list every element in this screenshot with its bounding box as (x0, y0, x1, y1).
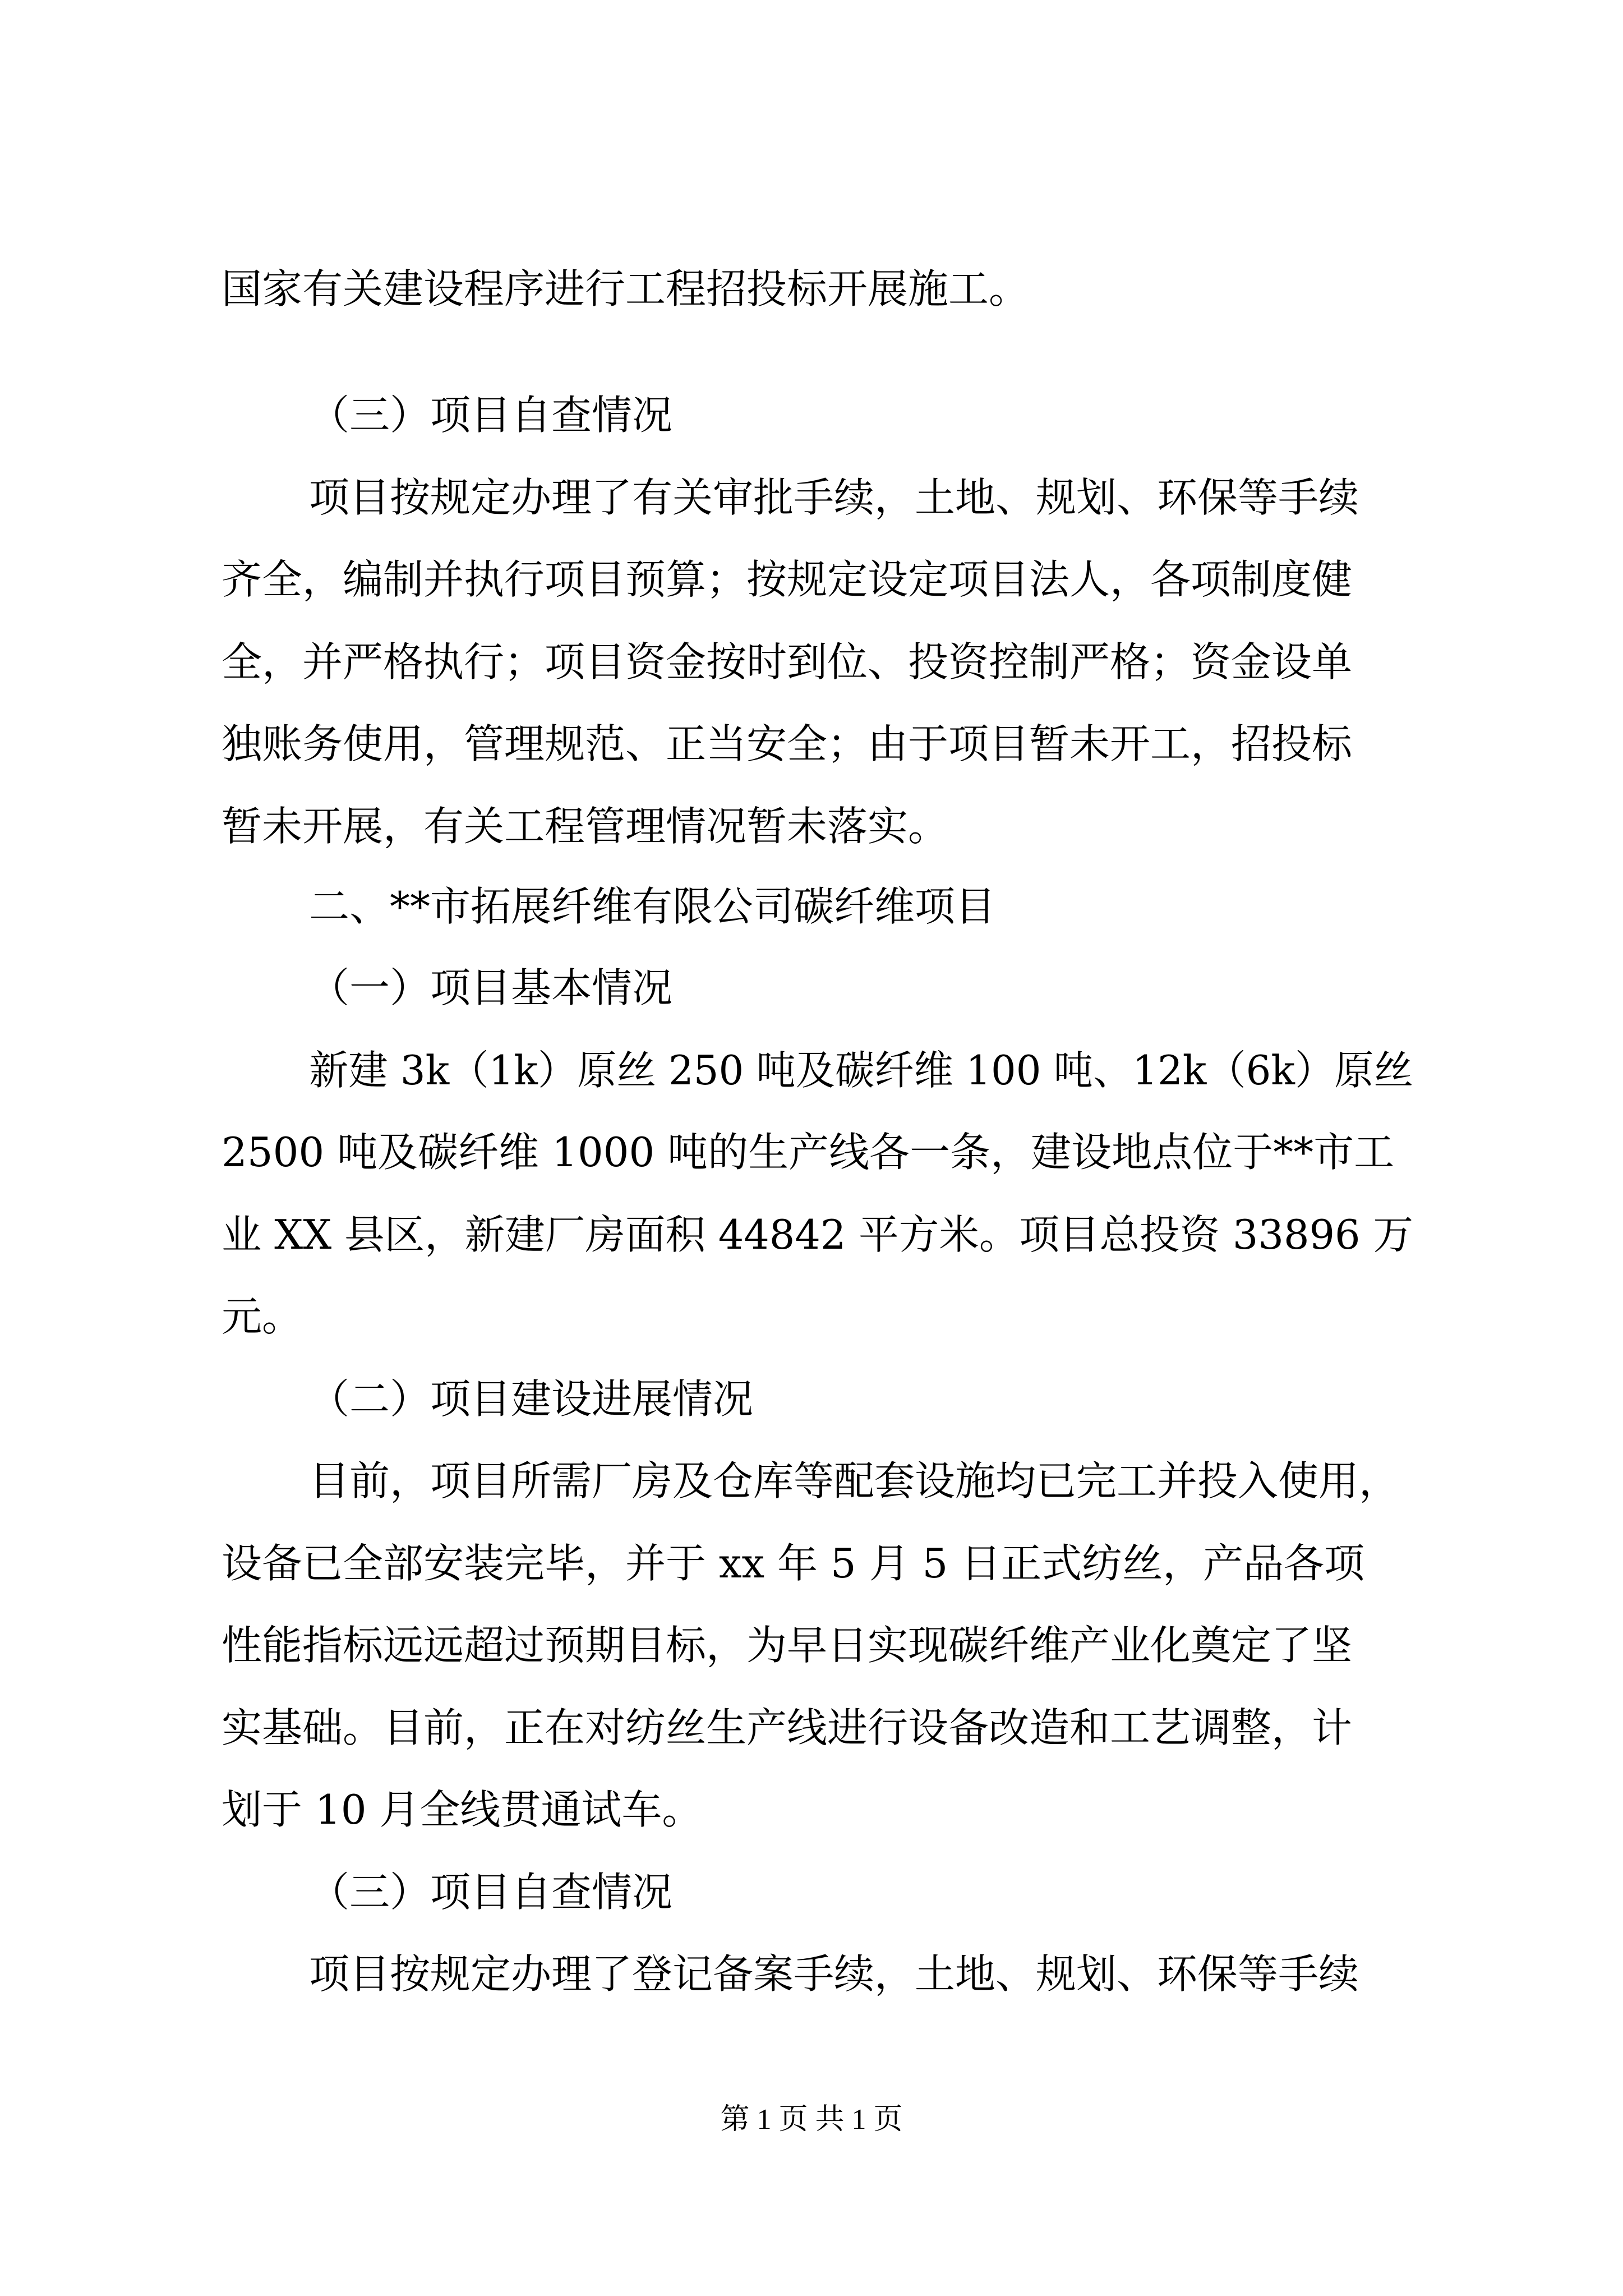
section-heading: （三）项目自查情况 (309, 392, 673, 439)
body-line: 实基础。目前，正在对纺丝生产线进行设备改造和工艺调整，计 (222, 1704, 1353, 1751)
page-number-footer: 第 1 页 共 1 页 (720, 2104, 903, 2136)
body-line: 国家有关建设程序进行工程招投标开展施工。 (222, 265, 1030, 312)
body-line: 业 XX 县区，新建厂房面积 44842 平方米。项目总投资 33896 万 (222, 1211, 1413, 1258)
body-line: 设备已全部安装完毕，并于 xx 年 5 月 5 日正式纺丝，产品各项 (222, 1540, 1365, 1587)
section-heading: （一）项目基本情况 (309, 964, 673, 1011)
body-line: 项目按规定办理了登记备案手续，土地、规划、环保等手续 (309, 1950, 1359, 1998)
body-line: 2500 吨及碳纤维 1000 吨的生产线各一条，建设地点位于**市工 (222, 1129, 1395, 1176)
section-title: 二、**市拓展纤维有限公司碳纤维项目 (309, 883, 996, 930)
body-line: 元。 (222, 1293, 303, 1340)
body-line: 目前，项目所需厂房及仓库等配套设施均已完工并投入使用， (309, 1457, 1400, 1504)
body-line: 新建 3k（1k）原丝 250 吨及碳纤维 100 吨、12k（6k）原丝 (309, 1047, 1413, 1094)
body-line: 独账务使用，管理规范、正当安全；由于项目暂未开工，招投标 (222, 720, 1353, 767)
section-heading: （二）项目建设进展情况 (309, 1375, 754, 1423)
body-line: 项目按规定办理了有关审批手续，土地、规划、环保等手续 (309, 474, 1359, 521)
body-line: 齐全，编制并执行项目预算；按规定设定项目法人，各项制度健 (222, 556, 1353, 603)
body-line: 全，并严格执行；项目资金按时到位、投资控制严格；资金设单 (222, 638, 1353, 685)
section-heading: （三）项目自查情况 (309, 1869, 673, 1916)
body-line: 性能指标远远超过预期目标，为早日实现碳纤维产业化奠定了坚 (222, 1622, 1353, 1669)
body-line: 暂未开展，有关工程管理情况暂未落实。 (222, 803, 949, 850)
body-line: 划于 10 月全线贯通试车。 (222, 1786, 703, 1833)
